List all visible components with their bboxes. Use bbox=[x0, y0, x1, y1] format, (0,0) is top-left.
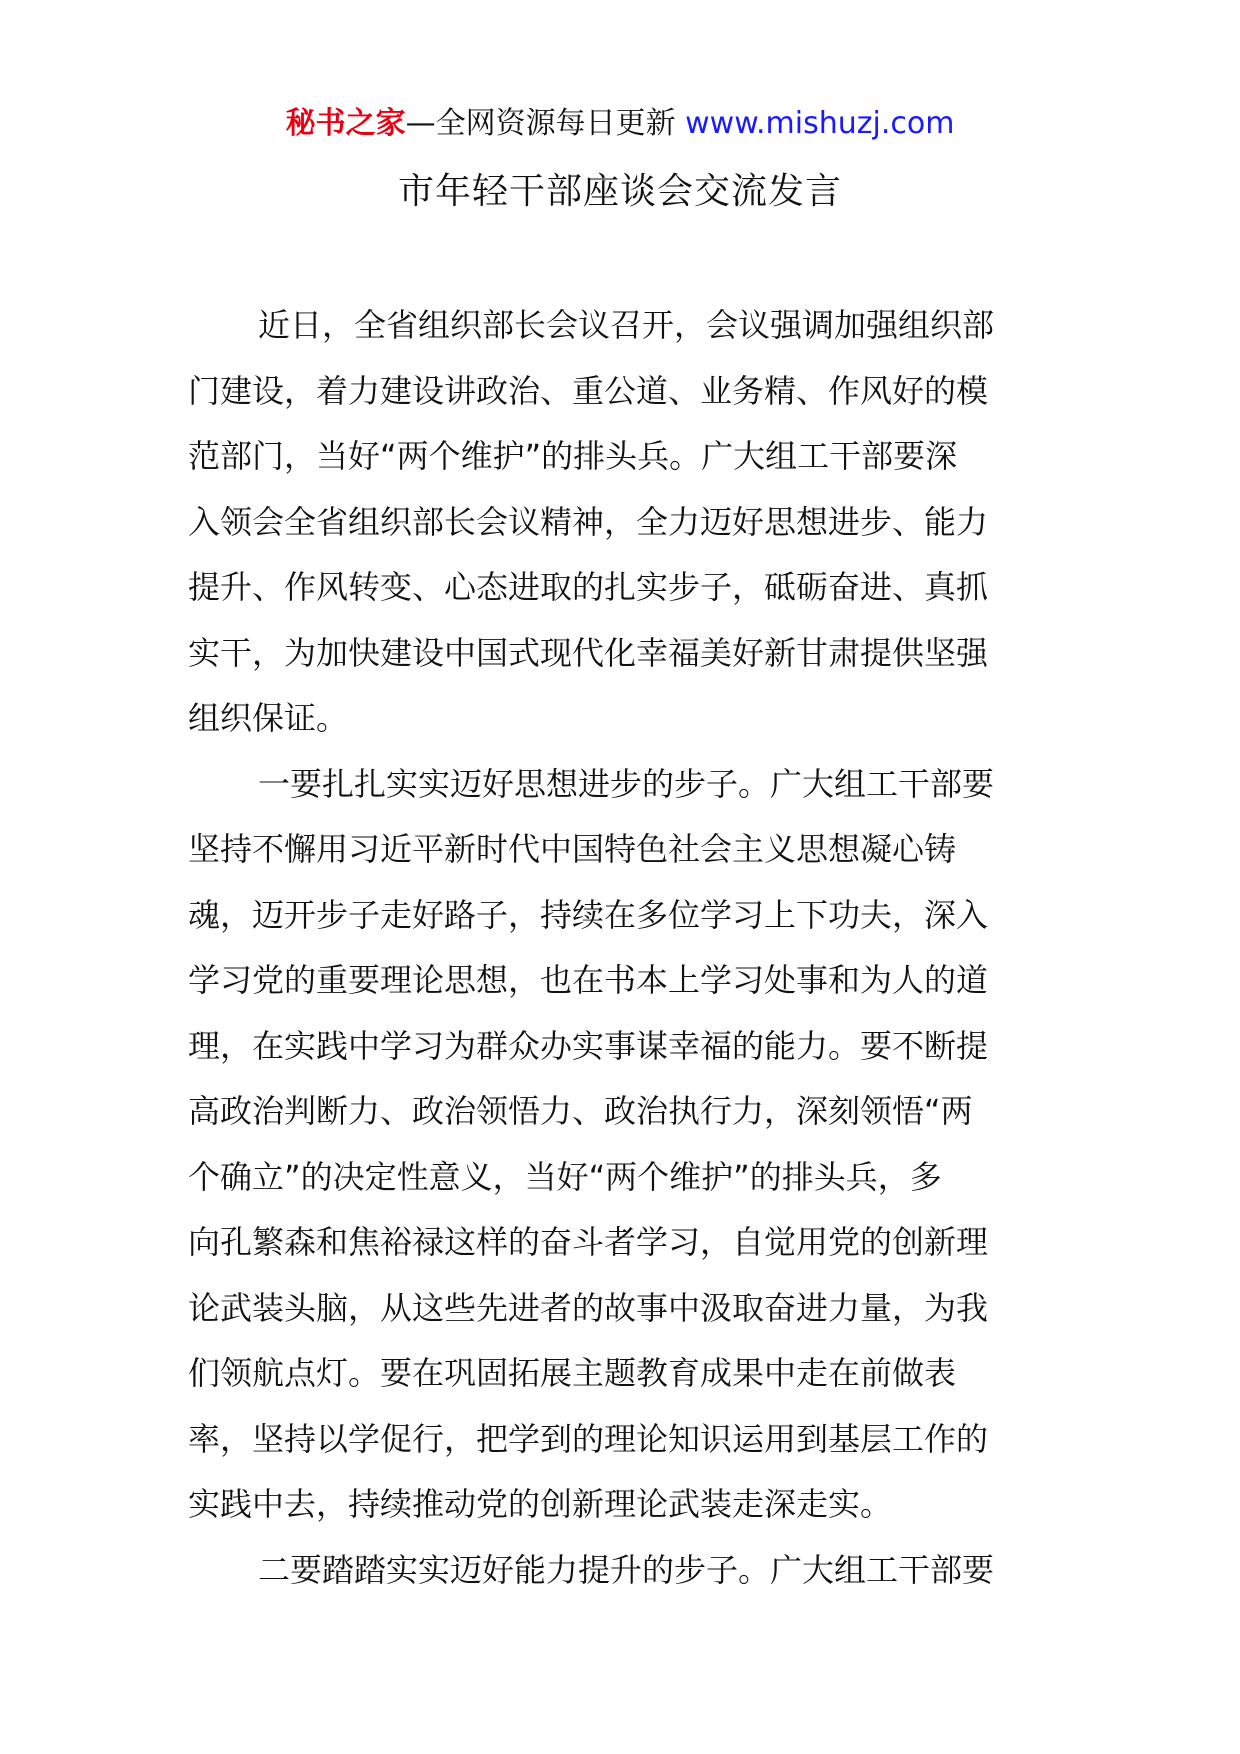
paragraph-line: 论武装头脑，从这些先进者的故事中汲取奋进力量，为我 bbox=[188, 1288, 989, 1327]
paragraph-line: 入领会全省组织部长会议精神，全力迈好思想进步、能力 bbox=[188, 502, 989, 541]
paragraph-line: 实践中去，持续推动党的创新理论武装走深走实。 bbox=[188, 1485, 893, 1523]
paragraph-line: 学习党的重要理论思想，也在书本上学习处事和为人的道 bbox=[188, 961, 989, 999]
site-tagline: —全网资源每日更新 bbox=[405, 106, 676, 141]
site-header bbox=[0, 104, 1240, 144]
paragraph-line: 们领航点灯。要在巩固拓展主题教育成果中走在前做表 bbox=[188, 1354, 957, 1392]
body-paragraph bbox=[188, 1538, 1056, 1604]
paragraph-line: 二要踏踏实实迈好能力提升的步子。广大组工干部要 bbox=[258, 1550, 995, 1589]
paragraph-line: 个确立”的决定性意义，当好“两个维护”的排头兵，多 bbox=[188, 1157, 942, 1196]
paragraph-line: 向孔繁森和焦裕禄这样的奋斗者学习，自觉用党的创新理 bbox=[188, 1223, 989, 1261]
document-body bbox=[188, 293, 1056, 1603]
brand-name: 秘书之家 bbox=[285, 106, 406, 141]
paragraph-line: 高政治判断力、政治领悟力、政治执行力，深刻领悟“两 bbox=[188, 1092, 973, 1130]
paragraph-line: 一要扎扎实实迈好思想进步的步子。广大组工干部要 bbox=[258, 764, 995, 803]
paragraph-line: 近日，全省组织部长会议召开，会议强调加强组织部 bbox=[258, 306, 995, 344]
paragraph-line: 组织保证。 bbox=[188, 699, 349, 737]
site-url-link[interactable]: www.mishuzj.com bbox=[685, 106, 955, 141]
paragraph-line: 提升、作风转变、心态进取的扎实步子，砥砺奋进、真抓 bbox=[188, 568, 989, 606]
paragraph-line: 范部门，当好“两个维护”的排头兵。广大组工干部要深 bbox=[188, 437, 958, 475]
paragraph-line: 理，在实践中学习为群众办实事谋幸福的能力。要不断提 bbox=[188, 1026, 989, 1065]
body-paragraph bbox=[188, 293, 1056, 752]
paragraph-line: 门建设，着力建设讲政治、重公道、业务精、作风好的模 bbox=[188, 371, 989, 410]
document-title: 市年轻干部座谈会交流发言 bbox=[397, 171, 842, 212]
paragraph-line: 魂，迈开步子走好路子，持续在多位学习上下功夫，深入 bbox=[188, 895, 989, 934]
paragraph-line: 率，坚持以学促行，把学到的理论知识运用到基层工作的 bbox=[188, 1419, 989, 1458]
paragraph-line: 实干，为加快建设中国式现代化幸福美好新甘肃提供坚强 bbox=[188, 633, 989, 672]
paragraph-line: 坚持不懈用习近平新时代中国特色社会主义思想凝心铸 bbox=[188, 830, 957, 868]
body-paragraph bbox=[188, 752, 1056, 1538]
